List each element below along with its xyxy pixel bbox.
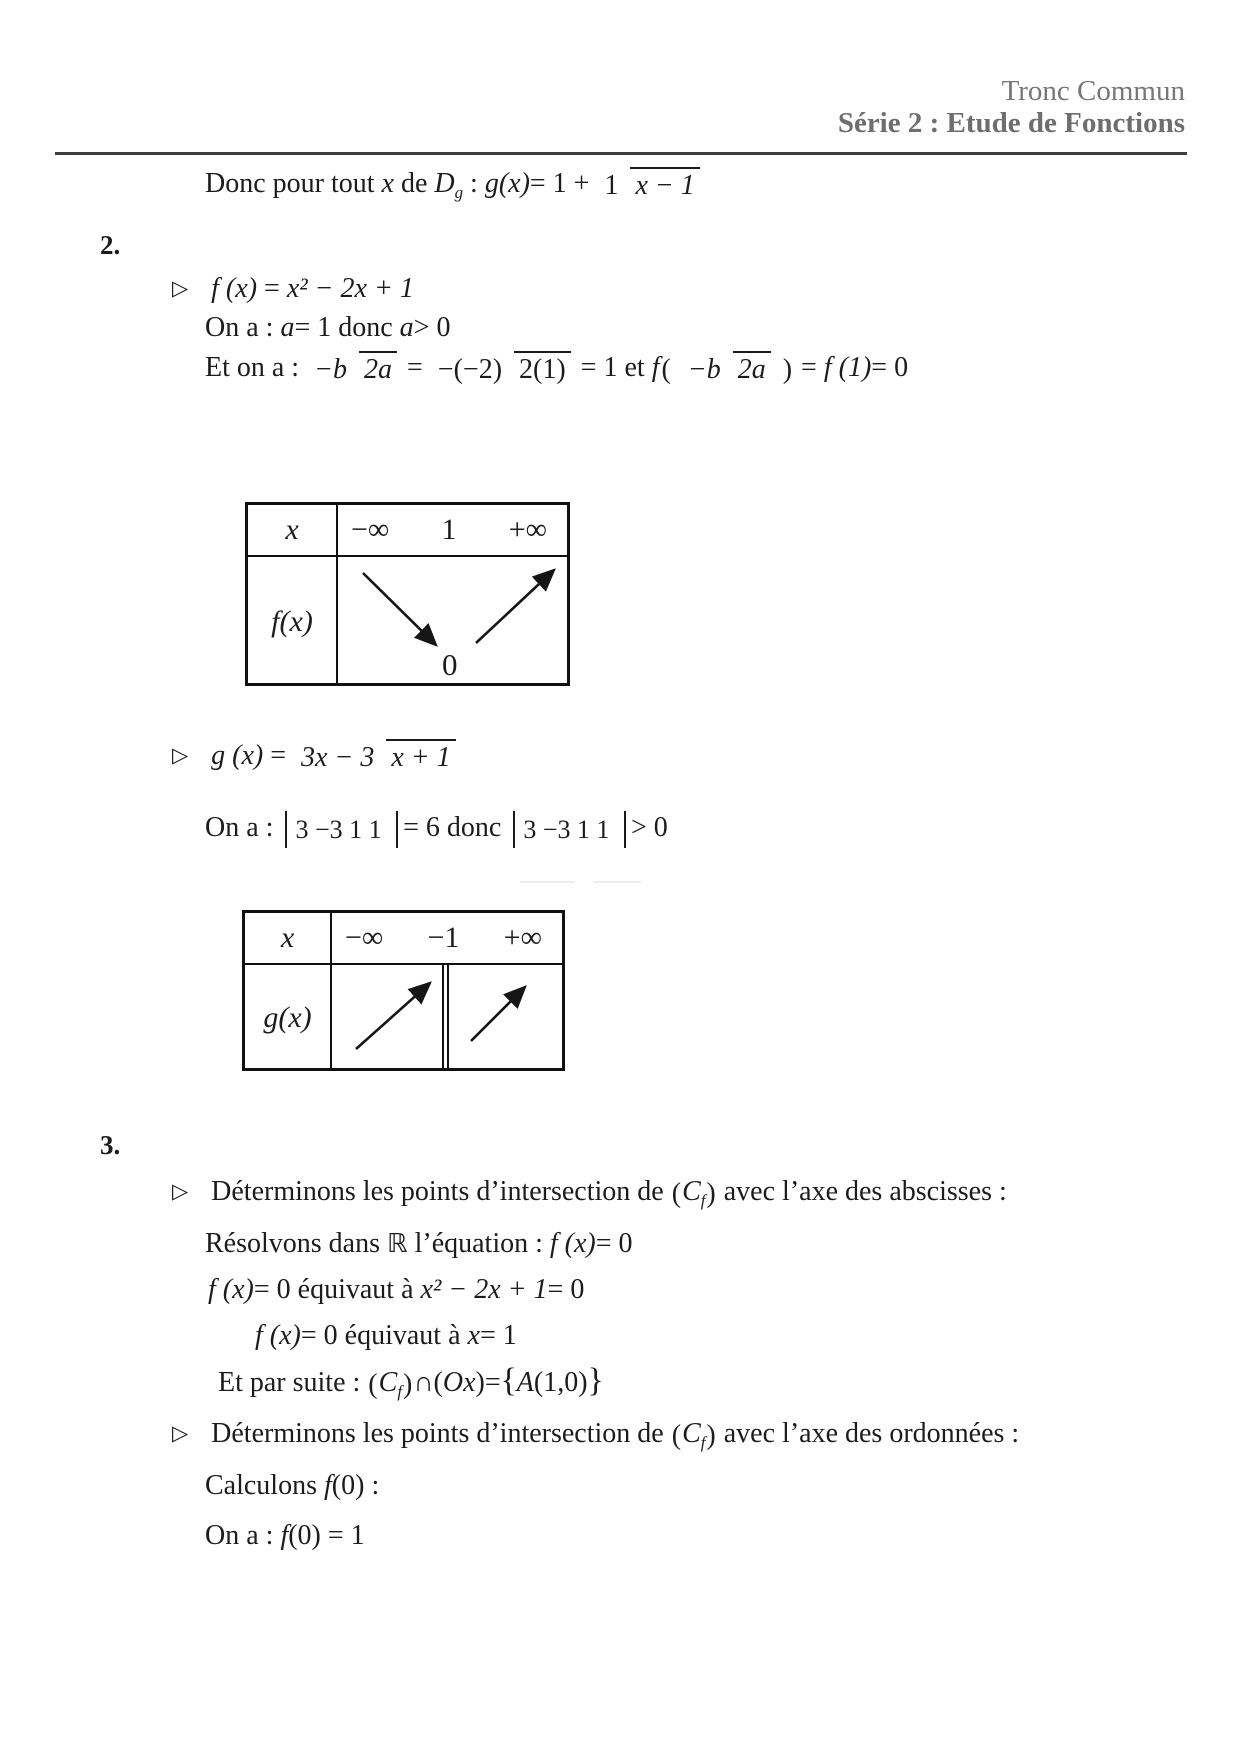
fraction-numerator: −(−2) [437, 353, 503, 385]
point-coordinates: (1,0) [533, 1367, 588, 1398]
equals: = [264, 273, 280, 304]
triangle-bullet-icon: ▷ [172, 276, 189, 300]
det-a21: 1 [349, 814, 363, 844]
equivalence-line-1 [208, 1274, 584, 1306]
x-axis-symbol: Ox [442, 1367, 476, 1398]
scan-artifact [520, 881, 575, 883]
f-of-one: f (1) [823, 352, 872, 383]
greater-than-zero: > 0 [413, 312, 451, 343]
fraction [296, 742, 456, 773]
equals-six: = 6 [403, 812, 440, 843]
det-a22: 1 [368, 814, 382, 844]
det-a21: 1 [577, 814, 591, 844]
right-paren: ) [706, 1419, 716, 1451]
equation-text: l’équation : [414, 1228, 543, 1259]
variation-arrows [449, 965, 559, 1071]
y-axis-intersection-line [172, 1418, 1019, 1453]
on-a-label: On a : [205, 312, 274, 343]
determinant [513, 811, 626, 848]
neg-infinity: −∞ [351, 513, 390, 546]
det-a11: 3 [523, 814, 537, 844]
table-body-row [248, 557, 567, 686]
f-of-x: f (x) [211, 273, 258, 304]
right-paren: ) [706, 1177, 716, 1209]
colon: : [470, 168, 478, 199]
fraction-denominator: 2(1) [514, 351, 571, 385]
f-definition-line [172, 273, 414, 305]
right-paren: ) [402, 1368, 413, 1400]
neg-infinity: −∞ [345, 921, 384, 954]
variation-left-interval [332, 965, 442, 1071]
triangle-bullet-icon: ▷ [172, 1421, 189, 1445]
function-label-cell: f(x) [248, 557, 338, 686]
det-a12: −3 [314, 814, 343, 844]
f-of-x: f (x) [208, 1274, 254, 1305]
triangle-bullet-icon: ▷ [172, 743, 189, 767]
var-f: f [280, 1520, 289, 1551]
equals: = [484, 1367, 501, 1398]
fraction [433, 354, 578, 385]
et: et [624, 352, 645, 383]
scan-artifact [593, 881, 641, 883]
fraction [676, 354, 778, 385]
fraction-numerator: 3x − 3 [301, 741, 375, 773]
equals-one: = 1 [479, 1320, 517, 1351]
fraction-denominator: x − 1 [630, 167, 699, 201]
var-a: a [280, 312, 295, 343]
var-f: f [651, 352, 660, 383]
table-header-row [245, 913, 562, 965]
f-expression: x² − 2x + 1 [286, 273, 414, 304]
equals: = [407, 352, 423, 383]
determinant-line [205, 812, 668, 845]
curve-subscript: f [700, 1432, 706, 1452]
x-values-cell [338, 505, 567, 555]
critical-value: 1 [441, 513, 457, 546]
equals-zero: = 0 [300, 1320, 338, 1351]
variation-table-g [242, 910, 565, 1071]
arrow-increasing [356, 983, 430, 1049]
equivalence-line-2 [255, 1320, 517, 1352]
big-left-paren: ( [661, 353, 671, 385]
discontinuity-bar [442, 965, 449, 1071]
var-a: a [399, 312, 414, 343]
left-brace: { [500, 1362, 517, 1399]
function-label-cell: g(x) [245, 965, 332, 1071]
f-of-x: f (x) [549, 1228, 596, 1259]
on-a-label: On a : [205, 1520, 274, 1551]
left-paren: ( [671, 1177, 682, 1209]
curve-subscript: f [700, 1190, 706, 1210]
equals: = [270, 740, 287, 771]
equals-one: = 1 [294, 312, 332, 343]
f-of-x: f (x) [255, 1320, 301, 1351]
fraction-numerator: 1 [604, 169, 619, 201]
axis-text: avec l’axe des abscisses : [723, 1176, 1007, 1207]
et-on-a-label: Et on a : [205, 352, 300, 383]
fraction-denominator: 2a [733, 351, 771, 385]
section-3-label: 3. [100, 1130, 121, 1160]
arrow-increasing [471, 987, 525, 1041]
pos-infinity: +∞ [508, 513, 547, 546]
pos-infinity: +∞ [503, 921, 542, 954]
section-2-label: 2. [100, 230, 121, 260]
variation-table-f [245, 502, 570, 686]
f0-argument: (0) [331, 1470, 365, 1501]
det-a12: −3 [542, 814, 571, 844]
left-paren: ( [368, 1368, 378, 1400]
x-axis-intersection-line [172, 1176, 1007, 1211]
on-a-label: On a : [205, 812, 274, 843]
equals-one-plus: = 1 + [529, 168, 590, 199]
intro-de: de [400, 168, 428, 199]
fraction [309, 354, 404, 385]
header-course: Tronc Commun [1001, 75, 1185, 107]
variation-right-interval [449, 965, 562, 1071]
fraction-denominator: x + 1 [386, 739, 455, 773]
right-paren: ) [475, 1367, 485, 1398]
axis-text: avec l’axe des ordonnées : [723, 1418, 1020, 1449]
left-paren: ( [433, 1367, 443, 1398]
x-values-cell [332, 913, 562, 963]
right-brace: } [587, 1362, 604, 1399]
f0-result-line [205, 1520, 365, 1552]
curve-symbol: C [682, 1176, 701, 1207]
equals-zero: = 0 [871, 352, 909, 383]
big-right-paren: ) [782, 353, 793, 385]
header-series-title: Série 2 : Etude de Fonctions [837, 107, 1185, 139]
donc: donc [338, 312, 393, 343]
g-definition-line [172, 740, 459, 773]
g-of-x: g(x) [484, 168, 530, 199]
equals-zero: = 0 [595, 1228, 633, 1259]
det-a22: 1 [596, 814, 610, 844]
f0-value: (0) = 1 [288, 1520, 365, 1551]
greater-than-zero: > 0 [631, 812, 668, 843]
table-min-value: 0 [442, 647, 458, 682]
donc: donc [446, 812, 502, 843]
intro-text: Donc pour tout [205, 168, 375, 199]
calculons-text: Calculons [205, 1470, 317, 1501]
header-rule [55, 152, 1187, 155]
left-paren: ( [671, 1419, 682, 1451]
real-numbers-symbol: ℝ [387, 1229, 408, 1259]
curve-subscript: f [397, 1381, 402, 1401]
compute-f0-line [205, 1470, 379, 1502]
colon: : [371, 1470, 380, 1501]
arrow-decreasing [363, 573, 436, 645]
fraction-numerator: −b [687, 353, 721, 385]
det-a11: 3 [295, 814, 309, 844]
equivaut-text: équivaut à [297, 1274, 414, 1305]
g-of-x: g (x) [211, 740, 264, 771]
variation-cell [332, 965, 562, 1071]
x-header-cell: x [248, 505, 338, 555]
var-x: x [381, 168, 394, 199]
determinons-text: Déterminons les points d’intersection de [211, 1176, 664, 1207]
resolvons-text: Résolvons dans [205, 1228, 380, 1259]
var-x: x [467, 1320, 480, 1351]
determinant [285, 811, 398, 848]
domain-symbol: D [434, 168, 455, 199]
coefficient-sign-line [205, 312, 450, 344]
solve-equation-line [205, 1228, 633, 1260]
arrow-increasing [476, 570, 554, 643]
x-header-cell: x [245, 913, 332, 963]
equals-zero: = 0 [253, 1274, 291, 1305]
fraction-denominator: 2a [359, 351, 397, 385]
triangle-bullet-icon: ▷ [172, 1179, 189, 1203]
fraction [599, 170, 699, 201]
variation-arrows [332, 965, 442, 1071]
et-par-suite-label: Et par suite : [218, 1367, 361, 1398]
equivaut-text: équivaut à [344, 1320, 461, 1351]
table-body-row [245, 965, 562, 1071]
point-A: A [516, 1367, 534, 1398]
fraction-numerator: −b [314, 353, 347, 385]
table-header-row [248, 505, 567, 557]
conclusion-line [218, 1362, 604, 1402]
domain-subscript: g [454, 182, 464, 202]
curve-symbol: C [378, 1367, 398, 1398]
var-f: f [324, 1470, 332, 1501]
intersection-symbol: ∩ [413, 1367, 434, 1398]
equals-zero: = 0 [547, 1274, 585, 1305]
curve-symbol: C [682, 1418, 701, 1449]
critical-value: −1 [427, 921, 460, 954]
vertex-computation-line [205, 352, 908, 386]
equals: = [801, 352, 817, 383]
variation-cell [338, 557, 570, 686]
determinons-text: Déterminons les points d’intersection de [211, 1418, 664, 1449]
equals-one: = 1 [580, 352, 618, 383]
intro-line [205, 168, 703, 203]
quadratic-expression: x² − 2x + 1 [420, 1274, 548, 1305]
